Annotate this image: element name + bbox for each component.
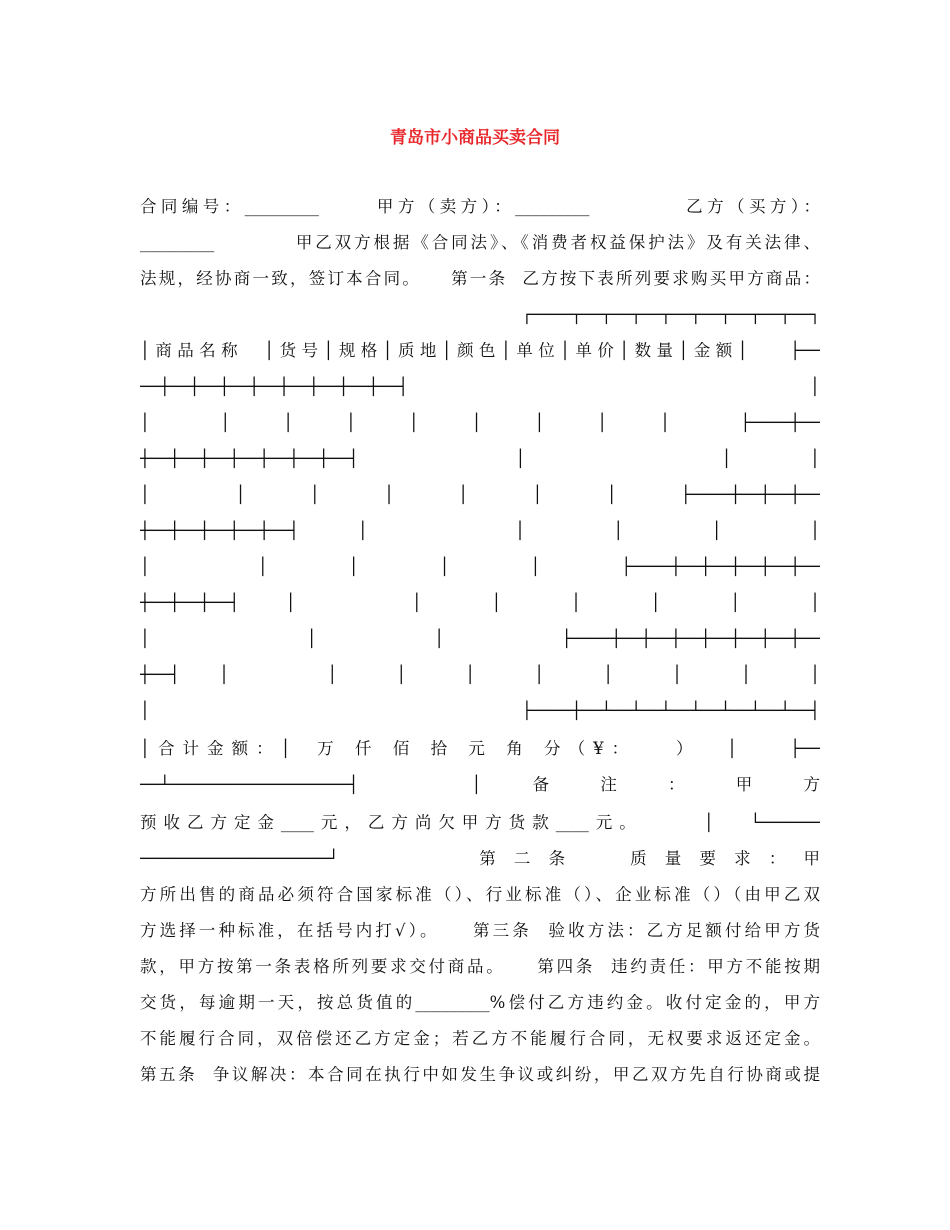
table-line: ──┴──────────────────┤ │备注：甲方 — [140, 775, 820, 794]
text-line: 第五条 争议解决：本合同在执行中如发生争议或纠纷，甲乙双方先自行协商或提 — [140, 1065, 820, 1084]
table-line: ┼──┼──┼──┤ │ │ │ │ │ │ │ — [140, 593, 820, 612]
table-line: │ │ │ │ │ │ │ │ │ ├────┼── — [140, 413, 820, 432]
table-total-line: │合计金额：│ 万 仟 佰 拾 元 角 分（¥： ） │ ├── — [140, 739, 820, 758]
table-line: ┼──┼──┼──┼──┼──┼──┼──┤ │ │ │ — [140, 449, 820, 468]
table-line: ──┼──┼──┼──┼──┼──┼──┼──┼──┤ │ — [140, 377, 820, 396]
table-line: 预收乙方定金____元，乙方尚欠甲方货款____元。 │ └────── — [140, 813, 820, 832]
table-line: │ │ │ │ │ │ │ ├────┼──┼──┼── — [140, 485, 820, 504]
table-line: │商品名称 │货号│规格│质地│颜色│单位│单价│数量│金额│ ├── — [140, 341, 820, 360]
text-line: _________ 甲乙双方根据《合同法》、《消费者权益保护法》及有关法律、 — [140, 233, 820, 252]
table-line: ┌────┬──┬──┬──┬──┬──┬──┬──┬──┐ — [140, 305, 820, 324]
text-line: ───────────────────┘ 第二条 质量要求：甲 — [140, 849, 820, 868]
text-line: 交货，每逾期一天，按总货值的_________%偿付乙方违约金。收付定金的，甲方 — [140, 993, 820, 1012]
text-line: 法规，经协商一致，签订本合同。 第一条 乙方按下表所列要求购买甲方商品： — [140, 269, 820, 288]
table-line: ┼──┤ │ │ │ │ │ │ │ │ │ — [140, 665, 820, 684]
text-line: 方选择一种标准，在括号内打√）。 第三条 验收方法：乙方足额付给甲方货 — [140, 921, 820, 940]
table-line: ┼──┼──┼──┼──┼──┤ │ │ │ │ │ — [140, 521, 820, 540]
document-title: 青岛市小商品买卖合同 — [390, 128, 560, 148]
text-line: 方所出售的商品必须符合国家标准（）、行业标准（）、企业标准（）（由甲乙双 — [140, 885, 820, 904]
text-line: 不能履行合同，双倍偿还乙方定金；若乙方不能履行合同，无权要求返还定金。 — [140, 1029, 820, 1048]
table-line: │ │ │ ├────┼──┼──┼──┼──┼──┼──┼── — [140, 629, 820, 648]
table-line: │ │ │ │ │ ├────┼──┼──┼──┼──┼── — [140, 557, 820, 576]
table-line: │ ├────┼──┴──┴──┴──┴──┴──┴──┴──┤ — [140, 701, 820, 720]
text-line: 合同编号：_________ 甲方（卖方）：_________ 乙方（买方）： — [140, 197, 820, 216]
text-line: 款，甲方按第一条表格所列要求交付商品。 第四条 违约责任：甲方不能按期 — [140, 957, 820, 976]
